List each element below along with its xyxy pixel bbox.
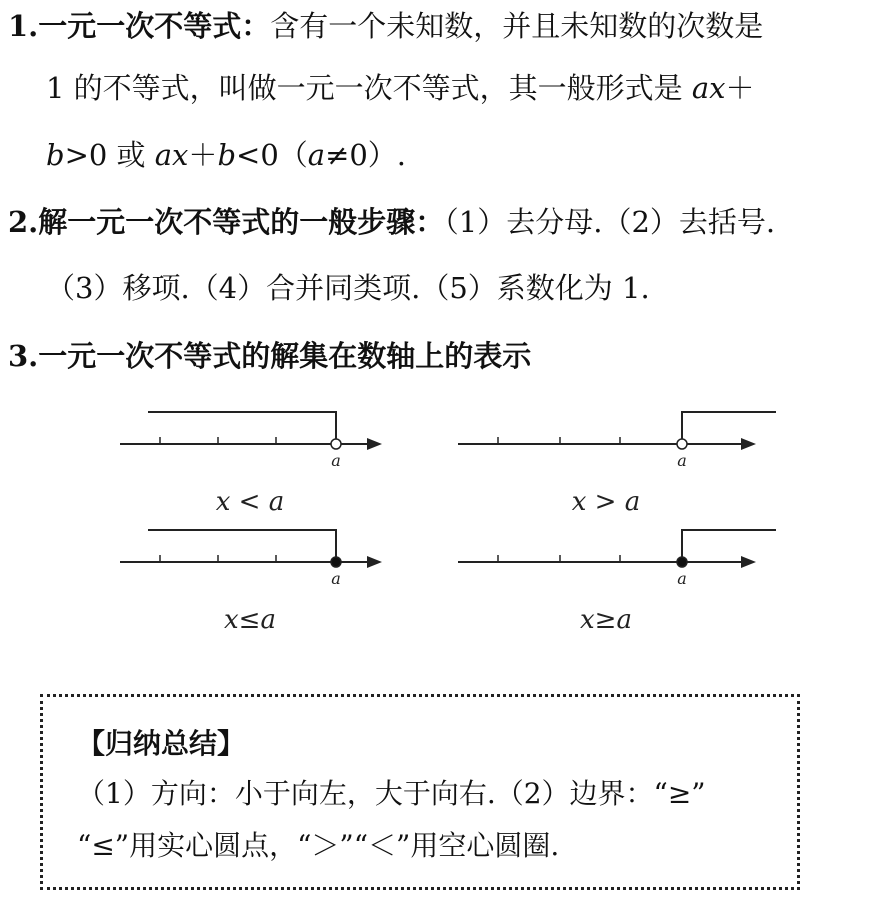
solution-set-bracket (682, 530, 776, 557)
formula-ax-2: ax (154, 138, 189, 172)
formula-a: a (307, 138, 326, 172)
inequality-caption: x≥a (580, 605, 632, 635)
axis-arrow-icon (741, 438, 756, 450)
plus-sign: ＋ (725, 71, 755, 105)
open-point-icon (331, 439, 341, 449)
formula-text-2: <0（ (236, 138, 308, 172)
point-label: a (331, 451, 341, 470)
axis-arrow-icon (367, 556, 382, 568)
formula-text-3: ≠0）. (325, 138, 407, 172)
solution-set-bracket (148, 412, 336, 439)
paragraph-1-text: 含有一个未知数，并且未知数的次数是 (270, 9, 764, 43)
inequality-caption: x≤a (224, 605, 276, 635)
point-label: a (677, 451, 687, 470)
formula-ax: ax (691, 71, 726, 105)
axis-arrow-icon (367, 438, 382, 450)
paragraph-1-text-2: 1 的不等式，叫做一元一次不等式，其一般形式是 (46, 71, 692, 105)
solution-set-bracket (682, 412, 776, 439)
formula-b: b (46, 138, 65, 172)
summary-line-1: （1）方向：小于向左，大于向右.（2）边界：“≥” (77, 777, 706, 810)
formula-b-2: b (217, 138, 237, 172)
inequality-caption: x > a (571, 487, 641, 517)
plus-sign-2: ＋ (188, 138, 218, 172)
summary-box (40, 694, 800, 890)
filled-point-icon (677, 557, 687, 567)
paragraph-2-line-1 (8, 202, 775, 242)
solution-set-bracket (148, 530, 336, 557)
open-point-icon (677, 439, 687, 449)
paragraph-1-title: 1.一元一次不等式： (8, 9, 271, 43)
paragraph-3-title: 3.一元一次不等式的解集在数轴上的表示 (8, 339, 532, 373)
axis-arrow-icon (741, 556, 756, 568)
paragraph-1-line-3 (46, 135, 406, 175)
paragraph-2-line-2 (46, 268, 650, 308)
paragraph-2-title: 2.解一元一次不等式的一般步骤： (8, 205, 445, 239)
inequality-caption: x < a (215, 487, 285, 517)
paragraph-1-line-1 (8, 6, 763, 46)
paragraph-2-text: （1）去分母.（2）去括号. (444, 205, 776, 239)
paragraph-1-line-2 (46, 68, 755, 108)
point-label: a (677, 569, 687, 588)
summary-title: 【归纳总结】 (77, 727, 246, 760)
paragraph-2-text-2: （3）移项.（4）合并同类项.（5）系数化为 1. (46, 271, 650, 305)
point-label: a (331, 569, 341, 588)
number-lines-figure (0, 380, 886, 640)
formula-text: >0 或 (64, 138, 155, 172)
summary-line-2: “≤”用实心圆点，“＞”“＜”用空心圆圈. (77, 829, 560, 862)
filled-point-icon (331, 557, 341, 567)
